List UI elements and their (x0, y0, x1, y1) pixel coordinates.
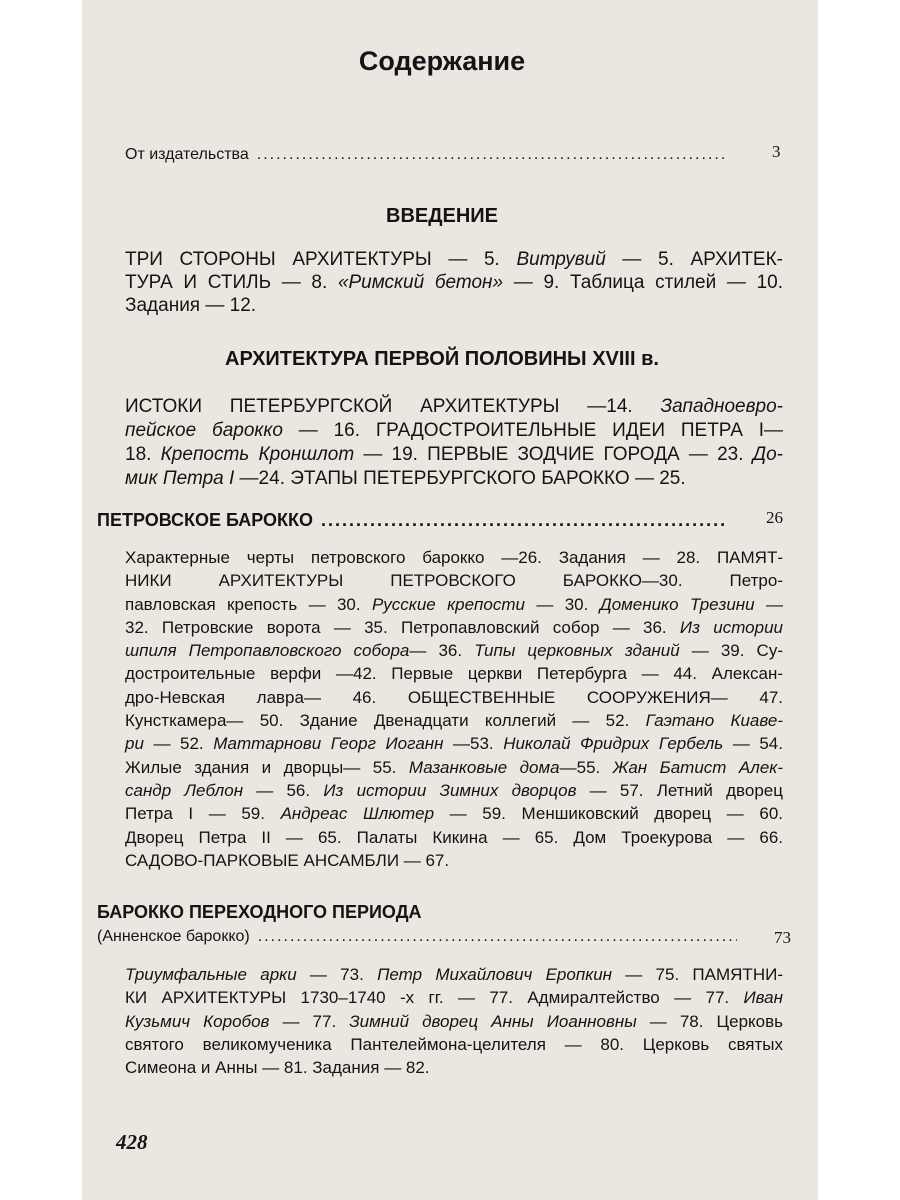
text-run: — 9. Таблица стилей — 10. (503, 272, 784, 293)
text-run: — 59. Меншиковский дворец — 60. (434, 804, 784, 824)
text-run: святого великомученика Пантелеймона-целителя — 80. Церковь святых (125, 1034, 783, 1054)
text-run: ТРИ СТОРОНЫ АРХИТЕКТУРЫ — 5. (125, 249, 517, 270)
text-run: КИ АРХИТЕКТУРЫ 1730–1740 -х гг. — 77. Адмиралтейство — 77. (125, 988, 744, 1008)
text-run: Кунсткамера— 50. Здание Двенадцати коллегий — 52. (125, 711, 646, 731)
italic-run: «Римский бетон» (337, 272, 504, 293)
text-run: — 36. (409, 641, 475, 661)
toc-entry-petrine (97, 510, 727, 531)
italic-run: Зимний дворец Анны Иоанновны (349, 1011, 637, 1031)
italic-run: Крепость Кроншлот (160, 444, 355, 465)
contents-line (125, 248, 783, 271)
text-run: — 56. (243, 780, 324, 800)
contents-line (125, 849, 783, 872)
contents-line (125, 639, 783, 662)
text-run: Характерные черты петровского барокко —26. Задания — 28. ПАМЯТ- (125, 548, 783, 567)
contents-line (125, 732, 783, 755)
contents-line (125, 395, 783, 419)
text-run: Петра I — 59. (125, 804, 281, 824)
contents-line (125, 756, 783, 779)
text-run: — 39. Су- (679, 641, 783, 661)
text-run: достроительные верфи —42. Первые церкви Петербурга — 44. Алексан- (125, 664, 783, 684)
text-run: ИСТОКИ ПЕТЕРБУРГСКОЙ АРХИТЕКТУРЫ —14. (125, 396, 661, 417)
text-run: — 19. ПЕРВЫЕ ЗОДЧИЕ ГОРОДА — 23. (354, 444, 753, 465)
italic-run: Кузьмич Коробов (125, 1011, 270, 1031)
text-run: дро-Невская лавра— 46. ОБЩЕСТВЕННЫЕ СООРУЖЕНИЯ— 47. (125, 687, 783, 707)
italic-run: шпиля Петропавловского собора (125, 641, 410, 661)
book-page (82, 0, 818, 1200)
page-number: 428 (116, 1130, 148, 1154)
text-run: 32. Петровские ворота — 35. Петропавловский собор — 36. (125, 617, 680, 637)
leader-dots (321, 510, 727, 531)
intro-contents (125, 248, 783, 317)
leader-dots (257, 146, 725, 164)
italic-run: Русские крепости (371, 594, 525, 614)
italic-run: Николай Фридрих Гербель (503, 734, 724, 754)
italic-run: Типы церковных зданий (474, 641, 680, 661)
contents-line (125, 569, 783, 592)
italic-run: Доменико Трезини (599, 594, 755, 614)
section-heading-transitional: БАРОККО ПЕРЕХОДНОГО ПЕРИОДА (97, 902, 422, 922)
italic-run: До- (752, 444, 783, 465)
italic-run: Мазанковые дома (408, 757, 560, 777)
contents-line (125, 1010, 783, 1033)
petrine-contents (125, 546, 783, 872)
contents-line (125, 686, 783, 709)
contents-line (125, 443, 783, 467)
italic-run: сандр Леблон (125, 780, 244, 800)
italic-run: ри (125, 734, 144, 754)
toc-page-number: 3 (772, 142, 781, 161)
text-run: САДОВО-ПАРКОВЫЕ АНСАМБЛИ — 67. (125, 850, 450, 870)
toc-entry-label: От издательства (125, 146, 249, 163)
contents-line (125, 986, 783, 1009)
contents-line (125, 546, 783, 569)
text-run: — 5. АРХИТЕК- (605, 249, 783, 270)
text-run: — 57. Летний дворец (576, 780, 783, 800)
contents-line (125, 709, 783, 732)
text-run: 18. (125, 444, 161, 465)
text-run: — 73. (296, 965, 378, 984)
text-run: павловская крепость — 30. (125, 594, 372, 614)
toc-entry-label: ПЕТРОВСКОЕ БАРОККО (97, 510, 314, 530)
italic-run: Западноевро- (660, 396, 783, 417)
toc-page-number: 73 (774, 928, 791, 947)
text-run: Дворец Петра II — 65. Палаты Кикина — 65. Дом Троекурова — 66. (125, 827, 783, 847)
italic-run: Гаэтано Киаве- (645, 711, 783, 731)
toc-entry-front (125, 146, 725, 164)
italic-run: Триумфальные арки (125, 965, 297, 984)
part1-contents (125, 395, 783, 491)
text-run: Задания — 12. (125, 295, 257, 316)
italic-run: Иван (743, 988, 783, 1008)
text-run: — 52. (143, 734, 214, 754)
text-run: Симеона и Анны — 81. Задания — 82. (125, 1058, 430, 1078)
transitional-contents (125, 963, 783, 1079)
text-run: Жилые здания и дворцы— 55. (125, 757, 409, 777)
text-run: —53. (443, 734, 504, 754)
contents-line (125, 616, 783, 639)
italic-run: Маттарнови Георг Иоганн (213, 734, 444, 754)
toc-page-number: 26 (766, 508, 783, 527)
contents-line (125, 593, 783, 616)
text-run: — (754, 594, 783, 614)
contents-line (125, 662, 783, 685)
text-run: — 78. Церковь (636, 1011, 783, 1031)
italic-run: Андреас Шлютер (280, 804, 435, 824)
leader-dots (258, 928, 737, 946)
contents-line (125, 467, 783, 491)
contents-line (125, 1056, 783, 1079)
text-run: —55. (559, 757, 613, 777)
italic-run: Жан Батист Алек- (612, 757, 783, 777)
text-run: — 30. (524, 594, 600, 614)
text-run: —24. ЭТАПЫ ПЕТЕРБУРГСКОГО БАРОККО — 25. (234, 468, 686, 489)
italic-run: Петр Михайлович Еропкин (377, 965, 613, 984)
toc-entry-transitional (97, 928, 737, 946)
text-run: — 75. ПАМЯТНИ- (612, 965, 783, 984)
italic-run: мик Петра I (125, 468, 235, 489)
toc-entry-label: (Анненское барокко) (97, 928, 250, 945)
contents-line (125, 419, 783, 443)
section-heading-part1: АРХИТЕКТУРА ПЕРВОЙ ПОЛОВИНЫ XVIII в. (225, 348, 659, 370)
contents-line (125, 271, 783, 294)
text-run: — 54. (723, 734, 783, 754)
page-title: Содержание (358, 46, 526, 76)
contents-line (125, 294, 783, 317)
italic-run: Витрувий (516, 249, 606, 270)
italic-run: пейское барокко (125, 420, 283, 441)
contents-line (125, 779, 783, 802)
text-run: — 77. (269, 1011, 350, 1031)
contents-line (125, 826, 783, 849)
contents-line (125, 963, 783, 986)
contents-line (125, 1033, 783, 1056)
section-heading-intro: ВВЕДЕНИЕ (386, 205, 498, 227)
text-run: ТУРА И СТИЛЬ — 8. (125, 272, 338, 293)
italic-run: Из истории (679, 617, 783, 637)
text-run: — 16. ГРАДОСТРОИТЕЛЬНЫЕ ИДЕИ ПЕТРА I— (282, 420, 783, 441)
text-run: НИКИ АРХИТЕКТУРЫ ПЕТРОВСКОГО БАРОККО—30. Петро- (125, 571, 783, 591)
contents-line (125, 802, 783, 825)
italic-run: Из истории Зимних дворцов (323, 780, 577, 800)
